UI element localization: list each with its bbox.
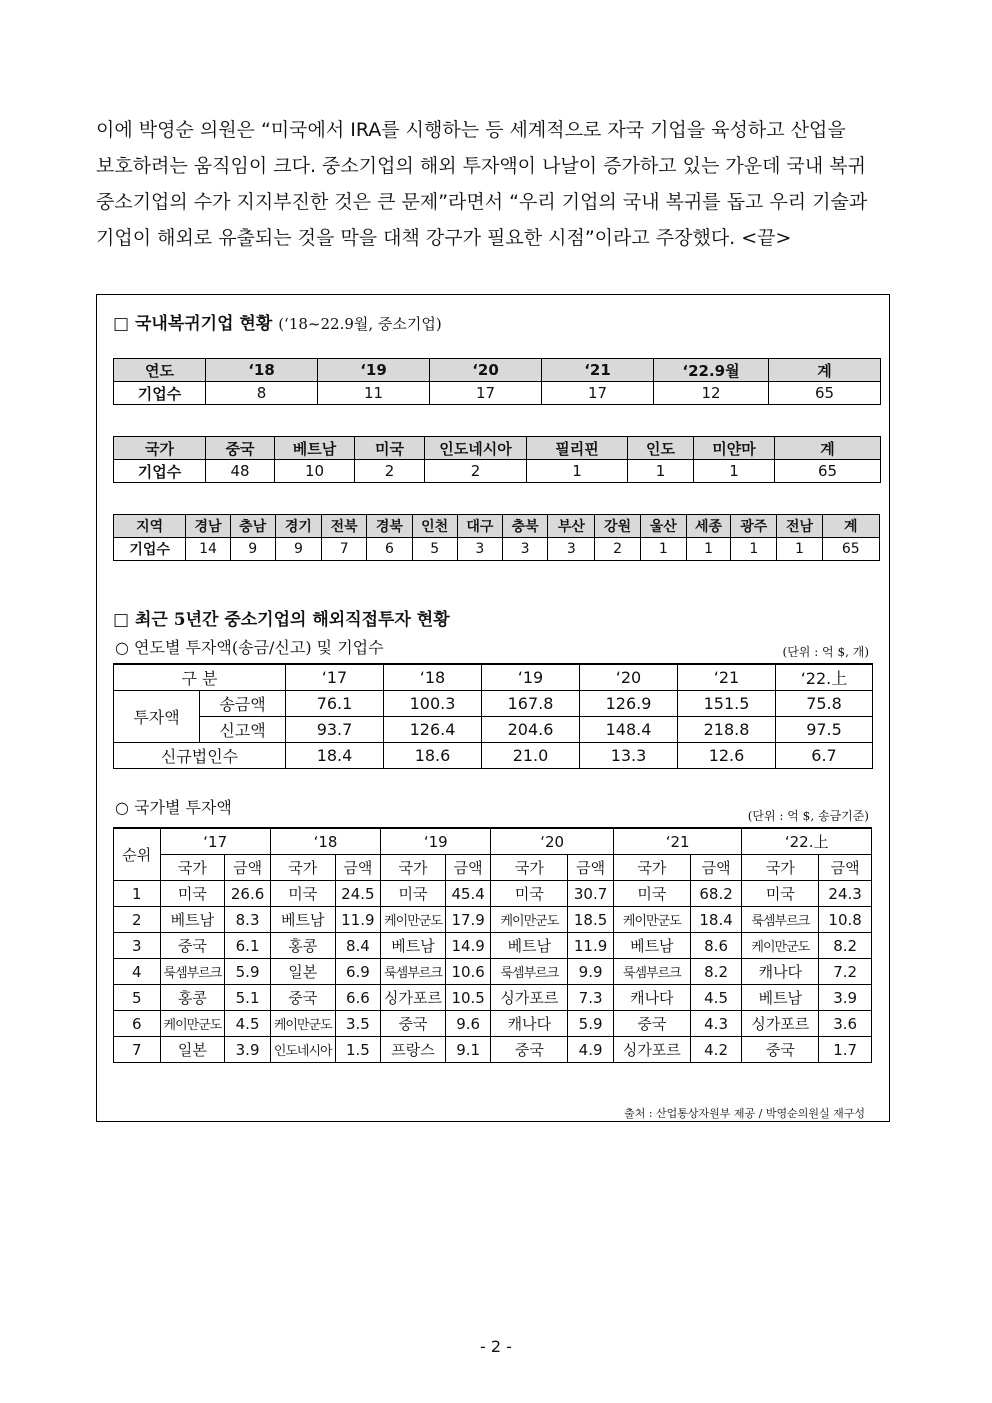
country-cell: 일본 (270, 959, 335, 985)
returnee-by-region-table (113, 514, 880, 561)
country-cell: 룩셈부르크 (160, 959, 225, 985)
table-cell: 18.6 (384, 743, 482, 769)
header-cell: ‘20 (580, 664, 678, 691)
statistics-box (96, 294, 890, 1122)
year-header: ‘21 (613, 828, 742, 855)
header-cell: ‘22.9월 (654, 359, 769, 382)
amount-cell: 7.2 (819, 959, 872, 985)
header-cell: 전북 (322, 515, 367, 538)
table-header-row (114, 359, 881, 382)
table-cell: 14 (186, 538, 230, 561)
amount-cell: 9.1 (445, 1037, 491, 1063)
amount-cell: 7.3 (568, 985, 614, 1011)
amount-cell: 8.4 (335, 933, 381, 959)
row-label: 기업수 (114, 460, 206, 483)
header-cell: 계 (769, 359, 881, 382)
amount-cell: 8.6 (690, 933, 742, 959)
country-cell: 룩셈부르크 (742, 907, 819, 933)
amount-cell: 26.6 (225, 881, 271, 907)
country-cell: 중국 (160, 933, 225, 959)
country-cell: 캐나다 (613, 985, 690, 1011)
amount-cell: 4.5 (690, 985, 742, 1011)
amount-cell: 30.7 (568, 881, 614, 907)
header-cell: 인도네시아 (425, 437, 527, 460)
table-cell: 5 (412, 538, 457, 561)
header-cell: 계 (822, 515, 879, 538)
rank-cell: 7 (114, 1037, 161, 1063)
row-label: 송금액 (200, 691, 286, 717)
section2-title: □ 최근 5년간 중소기업의 해외직접투자 현황 (113, 610, 450, 630)
table-row (114, 538, 880, 561)
rank-cell: 5 (114, 985, 161, 1011)
country-cell: 홍콩 (160, 985, 225, 1011)
table-row (114, 691, 873, 717)
header-cell: 인도 (628, 437, 694, 460)
table-cell: 7 (322, 538, 367, 561)
country-cell: 싱가포르 (491, 985, 568, 1011)
country-cell: 캐나다 (491, 1011, 568, 1037)
header-cell: 중국 (206, 437, 275, 460)
country-cell: 인도네시아 (270, 1037, 335, 1063)
country-cell: 홍콩 (270, 933, 335, 959)
country-cell: 일본 (160, 1037, 225, 1063)
rank-cell: 1 (114, 881, 161, 907)
amount-cell: 24.3 (819, 881, 872, 907)
table-cell: 93.7 (286, 717, 384, 743)
table-cell: 13.3 (580, 743, 678, 769)
amount-cell: 3.9 (819, 985, 872, 1011)
country-cell: 미국 (491, 881, 568, 907)
country-cell: 중국 (613, 1011, 690, 1037)
country-cell: 룩셈부르크 (491, 959, 568, 985)
amount-cell: 5.1 (225, 985, 271, 1011)
table-row (114, 959, 872, 985)
page-number: - 2 - (480, 1337, 512, 1356)
amount-header: 금액 (690, 855, 742, 881)
table-row (114, 460, 881, 483)
table-cell: 9 (275, 538, 321, 561)
rank-cell: 6 (114, 1011, 161, 1037)
header-cell: ‘22.上 (776, 664, 873, 691)
table-cell: 1 (686, 538, 730, 561)
amount-cell: 18.4 (690, 907, 742, 933)
rank-header: 순위 (114, 828, 161, 881)
rank-cell: 4 (114, 959, 161, 985)
country-header: 국가 (160, 855, 225, 881)
row-group-label: 투자액 (114, 691, 200, 743)
country-cell: 케이만군도 (742, 933, 819, 959)
section1-title (113, 309, 442, 334)
header-cell: ‘19 (482, 664, 580, 691)
amount-cell: 3.6 (819, 1011, 872, 1037)
country-header: 국가 (270, 855, 335, 881)
amount-cell: 1.7 (819, 1037, 872, 1063)
country-cell: 미국 (742, 881, 819, 907)
table-cell: 21.0 (482, 743, 580, 769)
country-cell: 싱가포르 (613, 1037, 690, 1063)
country-header: 국가 (381, 855, 446, 881)
country-cell: 케이만군도 (491, 907, 568, 933)
table-cell: 12 (654, 382, 769, 405)
table-cell: 1 (628, 460, 694, 483)
amount-cell: 11.9 (568, 933, 614, 959)
section1-title-text: □ 국내복귀기업 현황 (113, 314, 273, 334)
table-row (114, 933, 872, 959)
table-cell: 17 (430, 382, 542, 405)
country-cell: 미국 (613, 881, 690, 907)
header-cell: ‘19 (318, 359, 430, 382)
table-cell: 3 (548, 538, 595, 561)
table-cell: 1 (731, 538, 777, 561)
header-cell: ‘21 (542, 359, 654, 382)
header-cell: ‘17 (286, 664, 384, 691)
table-cell: 18.4 (286, 743, 384, 769)
table-cell: 2 (355, 460, 425, 483)
table-cell: 1 (694, 460, 775, 483)
country-unit-label: (단위 : 억 $, 송금기준) (747, 809, 869, 823)
amount-cell: 8.2 (819, 933, 872, 959)
country-cell: 룩셈부르크 (381, 959, 446, 985)
country-cell: 중국 (270, 985, 335, 1011)
yearly-investment-table (113, 663, 873, 769)
amount-cell: 8.3 (225, 907, 271, 933)
amount-cell: 17.9 (445, 907, 491, 933)
country-cell: 중국 (742, 1037, 819, 1063)
table-row (114, 743, 873, 769)
header-cell: 충남 (230, 515, 275, 538)
table-cell: 126.9 (580, 691, 678, 717)
table-cell: 17 (542, 382, 654, 405)
header-cell: ‘21 (678, 664, 776, 691)
table-row (114, 985, 872, 1011)
header-cell: 베트남 (275, 437, 355, 460)
row-label: 기업수 (114, 382, 206, 405)
amount-cell: 45.4 (445, 881, 491, 907)
table-row (114, 1037, 872, 1063)
header-cell: 연도 (114, 359, 206, 382)
paragraph-line: 중소기업의 수가 지지부진한 것은 큰 문제”라면서 “우리 기업의 국내 복귀를 돕고 우리 기술과 (96, 191, 868, 213)
country-investment-subtitle: ○ 국가별 투자액 (115, 798, 232, 817)
table-header-row (114, 828, 872, 855)
country-cell: 베트남 (270, 907, 335, 933)
country-cell: 미국 (270, 881, 335, 907)
country-cell: 캐나다 (742, 959, 819, 985)
table-cell: 218.8 (678, 717, 776, 743)
header-cell: 부산 (548, 515, 595, 538)
paragraph-line: 이에 박영순 의원은 “미국에서 IRA를 시행하는 등 세계적으로 자국 기업을 육성하고 산업을 (96, 119, 846, 141)
table-cell: 75.8 (776, 691, 873, 717)
table-header-row (114, 437, 881, 460)
amount-cell: 4.5 (225, 1011, 271, 1037)
country-cell: 베트남 (613, 933, 690, 959)
country-cell: 중국 (491, 1037, 568, 1063)
amount-cell: 4.2 (690, 1037, 742, 1063)
header-cell: 광주 (731, 515, 777, 538)
year-header: ‘19 (381, 828, 491, 855)
amount-cell: 6.9 (335, 959, 381, 985)
amount-cell: 6.1 (225, 933, 271, 959)
amount-cell: 9.9 (568, 959, 614, 985)
paragraph-line: 보호하려는 움직임이 크다. 중소기업의 해외 투자액이 나날이 증가하고 있는 가운데 국내 복귀 (96, 155, 866, 177)
amount-cell: 3.5 (335, 1011, 381, 1037)
amount-header: 금액 (225, 855, 271, 881)
table-cell: 97.5 (776, 717, 873, 743)
table-cell: 11 (318, 382, 430, 405)
header-cell: 구 분 (114, 664, 286, 691)
amount-cell: 5.9 (225, 959, 271, 985)
source-note: 출처 : 산업통상자원부 제공 / 박영순의원실 재구성 (624, 1107, 865, 1120)
rank-cell: 2 (114, 907, 161, 933)
table-cell: 3 (457, 538, 502, 561)
table-cell: 167.8 (482, 691, 580, 717)
year-header: ‘20 (491, 828, 613, 855)
table-subheader-row (114, 855, 872, 881)
country-cell: 케이만군도 (613, 907, 690, 933)
country-cell: 싱가포르 (742, 1011, 819, 1037)
country-cell: 베트남 (160, 907, 225, 933)
header-cell: ‘20 (430, 359, 542, 382)
header-cell: 경남 (186, 515, 230, 538)
amount-cell: 68.2 (690, 881, 742, 907)
amount-cell: 18.5 (568, 907, 614, 933)
table-cell: 10 (275, 460, 355, 483)
amount-cell: 10.5 (445, 985, 491, 1011)
year-header: ‘18 (270, 828, 380, 855)
country-cell: 중국 (381, 1011, 446, 1037)
table-cell: 76.1 (286, 691, 384, 717)
header-cell: 경북 (367, 515, 412, 538)
row-label: 신규법인수 (114, 743, 286, 769)
amount-header: 금액 (445, 855, 491, 881)
amount-cell: 14.9 (445, 933, 491, 959)
country-cell: 베트남 (742, 985, 819, 1011)
country-cell: 케이만군도 (160, 1011, 225, 1037)
header-cell: 전남 (777, 515, 822, 538)
row-label: 기업수 (114, 538, 186, 561)
table-row (114, 881, 872, 907)
header-cell: 미얀마 (694, 437, 775, 460)
table-cell: 8 (206, 382, 318, 405)
header-cell: 경기 (275, 515, 321, 538)
table-row (114, 1011, 872, 1037)
header-cell: ‘18 (206, 359, 318, 382)
table-header-row (114, 664, 873, 691)
table-cell: 48 (206, 460, 275, 483)
country-cell: 미국 (160, 881, 225, 907)
table-cell: 65 (769, 382, 881, 405)
amount-cell: 4.3 (690, 1011, 742, 1037)
country-header: 국가 (613, 855, 690, 881)
table-header-row (114, 515, 880, 538)
amount-cell: 6.6 (335, 985, 381, 1011)
country-header: 국가 (491, 855, 568, 881)
body-paragraph (96, 112, 896, 256)
amount-cell: 1.5 (335, 1037, 381, 1063)
table-cell: 12.6 (678, 743, 776, 769)
header-cell: 강원 (595, 515, 640, 538)
amount-header: 금액 (568, 855, 614, 881)
header-cell: 충북 (503, 515, 548, 538)
country-cell: 싱가포르 (381, 985, 446, 1011)
amount-cell: 9.6 (445, 1011, 491, 1037)
table-cell: 3 (503, 538, 548, 561)
amount-cell: 5.9 (568, 1011, 614, 1037)
country-cell: 룩셈부르크 (613, 959, 690, 985)
section1-subtitle: (‘18~22.9월, 중소기업) (278, 315, 442, 333)
table-cell: 6.7 (776, 743, 873, 769)
table-cell: 9 (230, 538, 275, 561)
table-row (114, 717, 873, 743)
header-cell: 울산 (640, 515, 686, 538)
header-cell: 세종 (686, 515, 730, 538)
returnee-by-country-table (113, 436, 881, 483)
header-cell: 국가 (114, 437, 206, 460)
table-cell: 100.3 (384, 691, 482, 717)
header-cell: 지역 (114, 515, 186, 538)
amount-header: 금액 (819, 855, 872, 881)
country-cell: 프랑스 (381, 1037, 446, 1063)
country-cell: 베트남 (381, 933, 446, 959)
table-cell: 1 (777, 538, 822, 561)
table-cell: 65 (822, 538, 879, 561)
table-cell: 2 (595, 538, 640, 561)
table-cell: 1 (640, 538, 686, 561)
table-cell: 2 (425, 460, 527, 483)
year-header: ‘17 (160, 828, 270, 855)
amount-cell: 4.9 (568, 1037, 614, 1063)
header-cell: 계 (775, 437, 881, 460)
amount-cell: 11.9 (335, 907, 381, 933)
table-cell: 1 (527, 460, 628, 483)
amount-header: 금액 (335, 855, 381, 881)
rank-cell: 3 (114, 933, 161, 959)
yearly-unit-label: (단위 : 억 $, 개) (782, 645, 869, 659)
returnee-by-year-table (113, 358, 881, 405)
table-cell: 6 (367, 538, 412, 561)
country-cell: 케이만군도 (381, 907, 446, 933)
paragraph-line: 기업이 해외로 유출되는 것을 막을 대책 강구가 필요한 시점”이라고 주장했다. <끝> (96, 227, 792, 249)
year-header: ‘22.上 (742, 828, 872, 855)
country-cell: 미국 (381, 881, 446, 907)
table-row (114, 382, 881, 405)
yearly-investment-subtitle: ○ 연도별 투자액(송금/신고) 및 기업수 (115, 638, 384, 657)
table-cell: 126.4 (384, 717, 482, 743)
amount-cell: 24.5 (335, 881, 381, 907)
header-cell: 미국 (355, 437, 425, 460)
table-cell: 204.6 (482, 717, 580, 743)
country-investment-table (113, 827, 872, 1063)
table-cell: 148.4 (580, 717, 678, 743)
amount-cell: 8.2 (690, 959, 742, 985)
country-header: 국가 (742, 855, 819, 881)
table-cell: 65 (775, 460, 881, 483)
country-cell: 케이만군도 (270, 1011, 335, 1037)
header-cell: ‘18 (384, 664, 482, 691)
amount-cell: 3.9 (225, 1037, 271, 1063)
country-cell: 베트남 (491, 933, 568, 959)
table-row (114, 907, 872, 933)
header-cell: 인천 (412, 515, 457, 538)
row-label: 신고액 (200, 717, 286, 743)
table-cell: 151.5 (678, 691, 776, 717)
amount-cell: 10.6 (445, 959, 491, 985)
amount-cell: 10.8 (819, 907, 872, 933)
header-cell: 필리핀 (527, 437, 628, 460)
header-cell: 대구 (457, 515, 502, 538)
